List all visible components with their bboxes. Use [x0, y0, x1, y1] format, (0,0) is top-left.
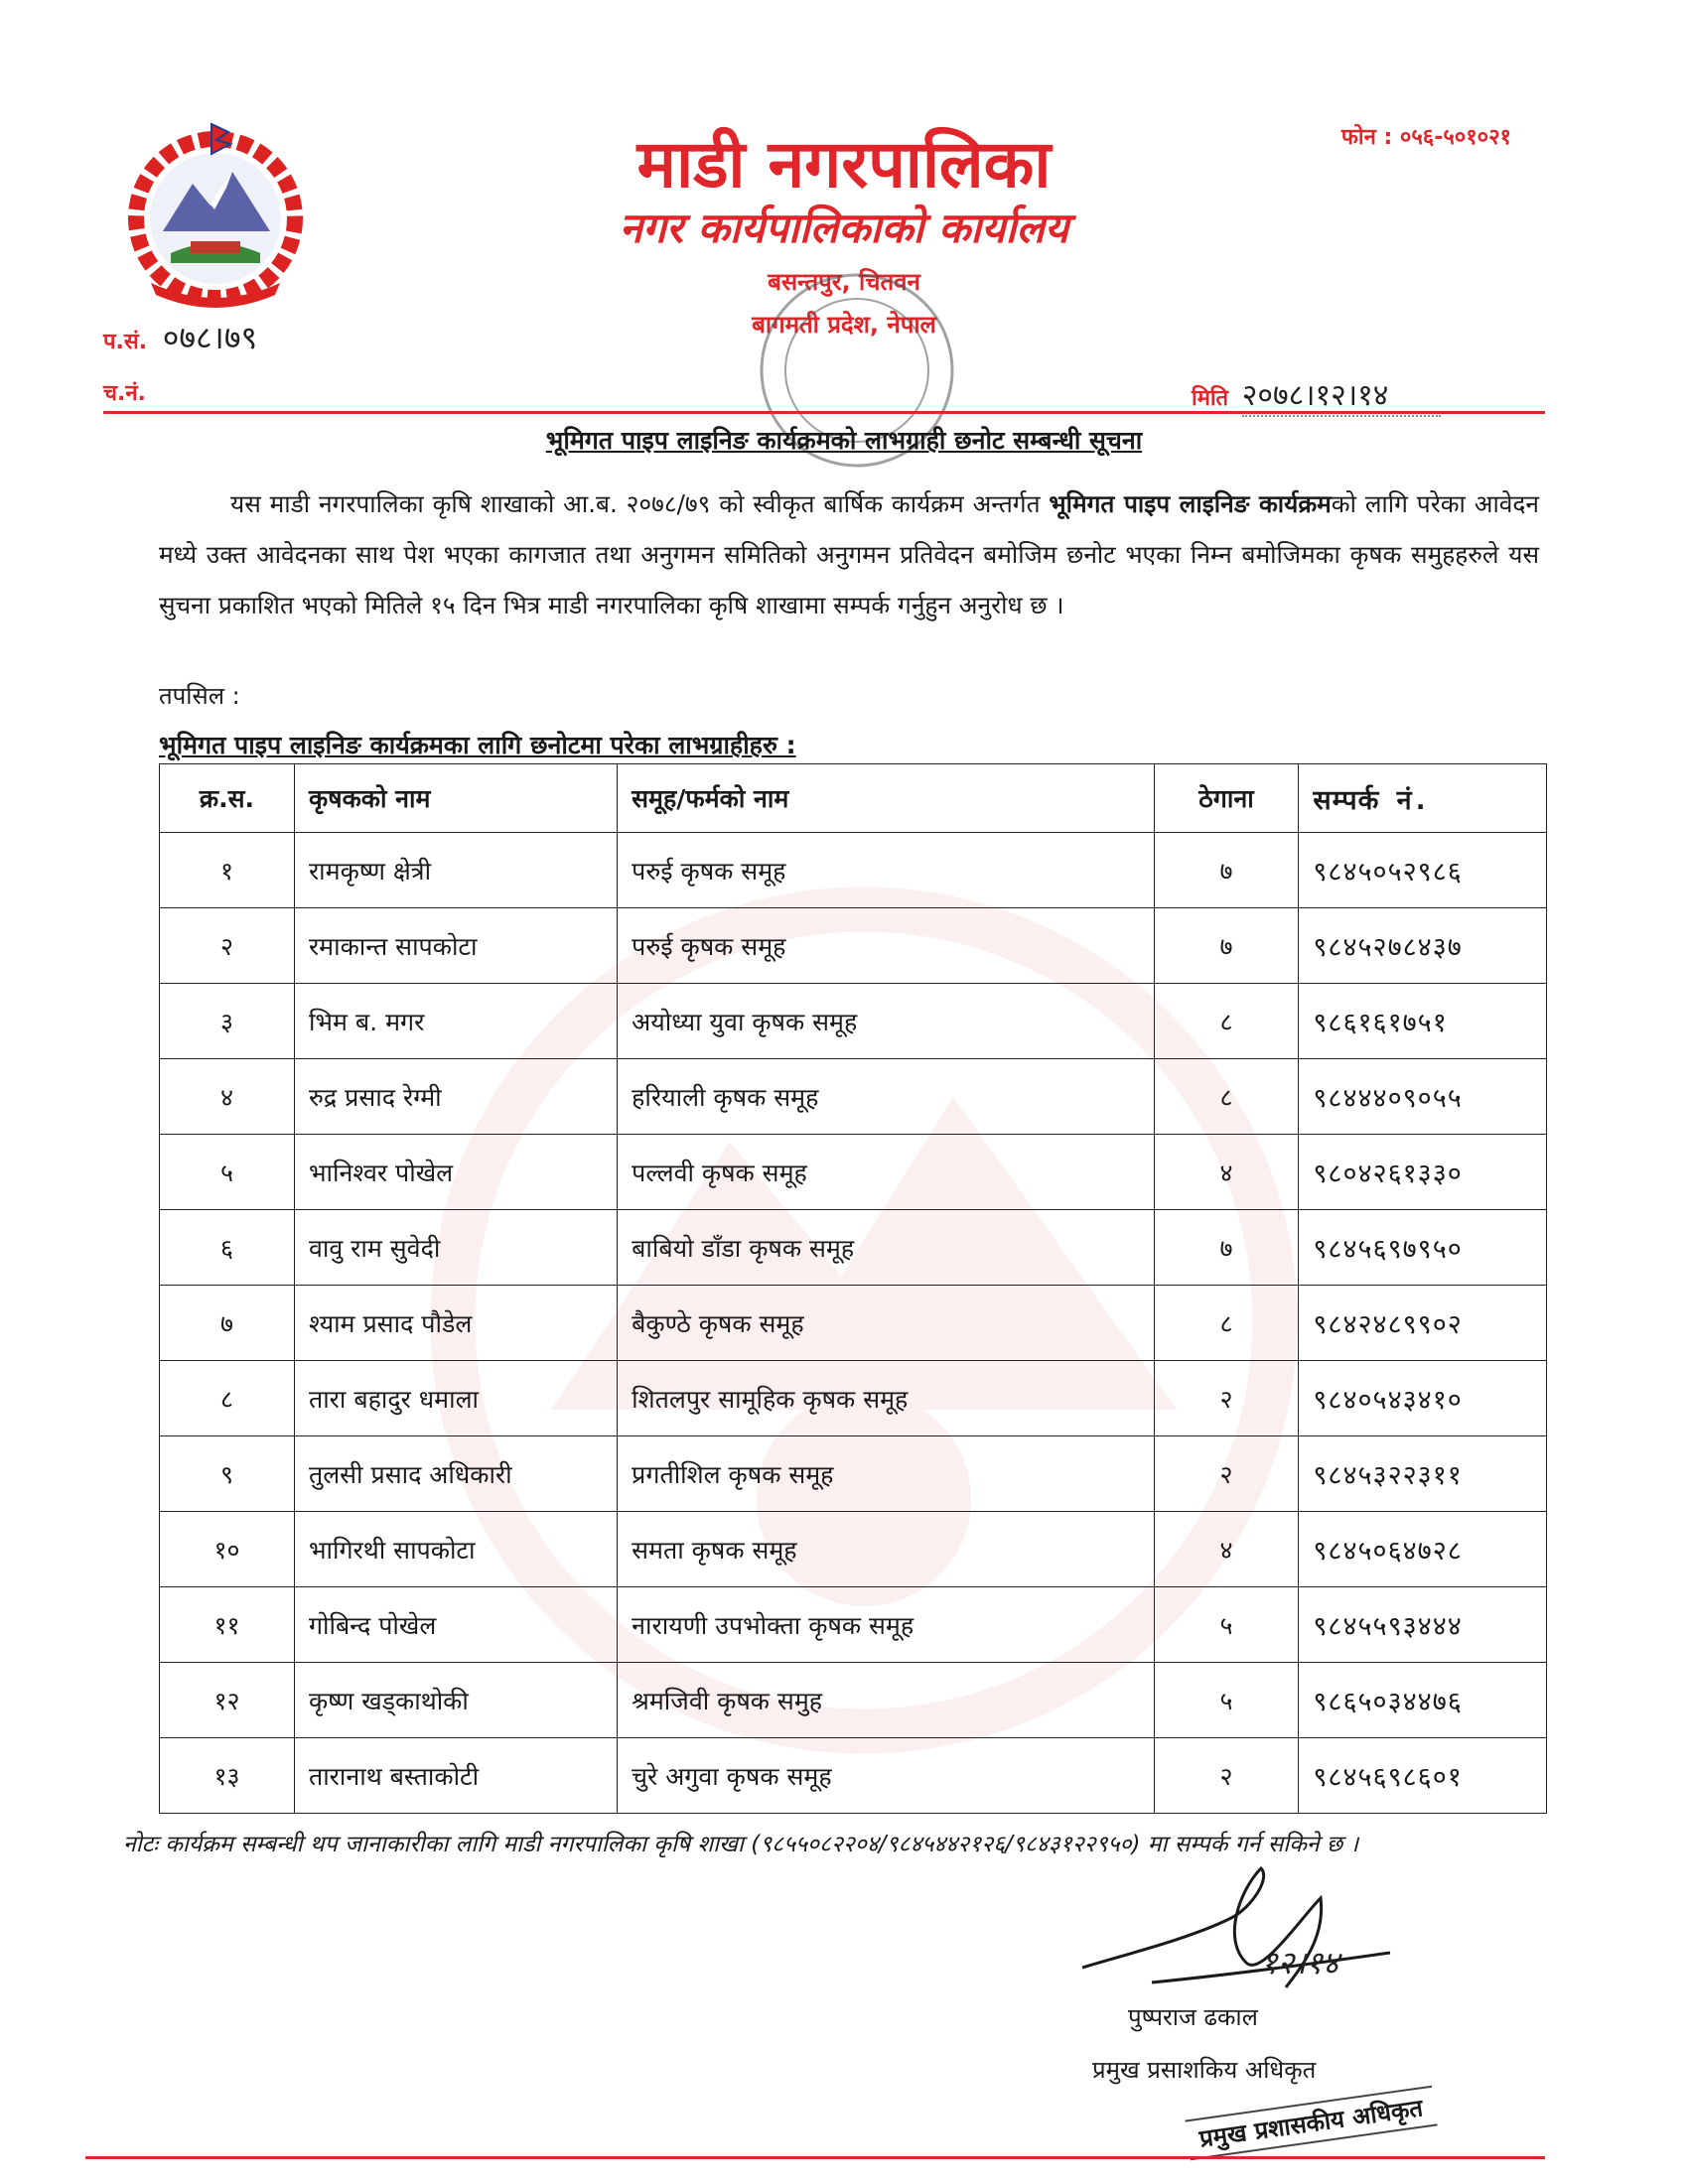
- cell-ward: ५: [1154, 1663, 1299, 1738]
- note-text: नोटः कार्यक्रम सम्बन्धी थप जानाकारीका लागि माडी नगरपालिका कृषि शाखा (९८५५०८२२०४/९८४५४४२१२६/९८४३१२२९५०) मा सम्पर्क गर्न सकिने छ ।: [123, 1832, 1359, 1857]
- cell-serial-number: १०: [160, 1512, 295, 1587]
- cell-contact-number: ९८४५०५२९८६: [1299, 833, 1547, 908]
- cell-farmer-name: रुद्र प्रसाद रेग्मी: [294, 1059, 617, 1135]
- cell-contact-number: ९८४५५९३४४४: [1299, 1587, 1547, 1663]
- table-row: [160, 1436, 1547, 1512]
- header-address: ठेगाना: [1154, 764, 1299, 833]
- cell-ward: ७: [1154, 1210, 1299, 1286]
- cell-farmer-name: रामकृष्ण क्षेत्री: [294, 833, 617, 908]
- cell-ward: ८: [1154, 1286, 1299, 1361]
- office-title: माडी नगरपालिका: [636, 125, 1052, 203]
- cell-farmer-name: वावु राम सुवेदी: [294, 1210, 617, 1286]
- beneficiary-list-heading: भूमिगत पाइप लाइनिङ कार्यक्रमका लागि छनोटमा परेका लाभग्राहीहरु :: [159, 731, 796, 759]
- cell-serial-number: ३: [160, 984, 295, 1059]
- cell-serial-number: ५: [160, 1135, 295, 1210]
- details-label: तपसिल :: [159, 682, 240, 710]
- cell-group-name: श्रमजिवी कृषक समुह: [618, 1663, 1154, 1738]
- cell-ward: ४: [1154, 1135, 1299, 1210]
- designation-stamp: प्रमुख प्रशासकीय अधिकृत: [1185, 2086, 1437, 2161]
- cell-ward: ७: [1154, 833, 1299, 908]
- cell-contact-number: ९८४५३२२३११: [1299, 1436, 1547, 1512]
- cell-contact-number: ९८४५६९८६०१: [1299, 1738, 1547, 1814]
- cell-farmer-name: गोबिन्द पोखेल: [294, 1587, 617, 1663]
- address-line-1: बसन्तपुर, चितवन: [768, 268, 920, 296]
- cell-group-name: नारायणी उपभोक्ता कृषक समूह: [618, 1587, 1154, 1663]
- notice-intro: यस माडी नगरपालिका कृषि शाखाको आ.ब. २०७८/७९ को स्वीकृत बार्षिक कार्यक्रम अन्तर्गत: [230, 489, 1050, 518]
- cell-farmer-name: तारानाथ बस्ताकोटी: [294, 1738, 617, 1814]
- table-row: [160, 908, 1547, 984]
- reference-value: ०७८।७९: [162, 322, 258, 358]
- table-row: [160, 1663, 1547, 1738]
- cell-group-name: परुई कृषक समूह: [618, 833, 1154, 908]
- table-row: [160, 1059, 1547, 1135]
- cell-farmer-name: कृष्ण खड्काथोकी: [294, 1663, 617, 1738]
- cell-serial-number: १२: [160, 1663, 295, 1738]
- cell-group-name: परुई कृषक समूह: [618, 908, 1154, 984]
- cell-contact-number: ९८०४२६१३३०: [1299, 1135, 1547, 1210]
- cell-farmer-name: भानिश्वर पोखेल: [294, 1135, 617, 1210]
- cell-contact-number: ९८६१६१७५१: [1299, 984, 1547, 1059]
- cell-serial-number: २: [160, 908, 295, 984]
- reference-label: प.सं.: [103, 330, 148, 354]
- footer-divider: [85, 2156, 1545, 2159]
- notice-body: [159, 478, 1539, 630]
- reference-number: [103, 316, 257, 358]
- cell-ward: ५: [1154, 1587, 1299, 1663]
- cell-contact-number: ९८६५०३४४७६: [1299, 1663, 1547, 1738]
- cell-serial-number: ९: [160, 1436, 295, 1512]
- cell-group-name: हरियाली कृषक समूह: [618, 1059, 1154, 1135]
- header-group-name: समूह/फर्मको नाम: [618, 764, 1154, 833]
- notice-heading: भूमिगत पाइप लाइनिङ कार्यक्रमको लाभग्राही छनोट सम्बन्धी सूचना: [545, 426, 1143, 455]
- cell-ward: ७: [1154, 908, 1299, 984]
- cell-contact-number: ९८४५२७८४३७: [1299, 908, 1547, 984]
- cell-contact-number: ९८४५६९७९५०: [1299, 1210, 1547, 1286]
- cell-serial-number: ११: [160, 1587, 295, 1663]
- cell-farmer-name: भिम ब. मगर: [294, 984, 617, 1059]
- cell-serial-number: १: [160, 833, 295, 908]
- cell-group-name: बैकुण्ठे कृषक समूह: [618, 1286, 1154, 1361]
- cell-group-name: प्रगतीशिल कृषक समूह: [618, 1436, 1154, 1512]
- cell-group-name: समता कृषक समूह: [618, 1512, 1154, 1587]
- cell-ward: ८: [1154, 984, 1299, 1059]
- table-row: [160, 1210, 1547, 1286]
- header-farmer-name: कृषकको नाम: [294, 764, 617, 833]
- notice-rest: को लागि परेका आवेदन मध्ये उक्त आवेदनका साथ पेश भएका कागजात तथा अनुगमन समितिको अनुगमन प्रतिवेदन बमोजिम छनोट भएका निम्न बमोजिमका कृषक समुहहरुले यस सुचना प्रकाशित भएको मितिले १५ दिन भित्र माडी नगरपालिका कृषि शाखामा सम्पर्क गर्नुहुन अनुरोध छ ।: [159, 489, 1539, 619]
- table-row: [160, 1286, 1547, 1361]
- dispatch-number-label: च.नं.: [103, 381, 146, 406]
- cell-group-name: बाबियो डाँडा कृषक समूह: [618, 1210, 1154, 1286]
- cell-farmer-name: तारा बहादुर धमाला: [294, 1361, 617, 1436]
- phone-number: फोन : ०५६-५०१०२१: [1340, 125, 1511, 150]
- handwritten-signature: [1072, 1858, 1410, 2007]
- cell-ward: २: [1154, 1436, 1299, 1512]
- table-row: [160, 833, 1547, 908]
- table-row: [160, 1738, 1547, 1814]
- cell-serial-number: ४: [160, 1059, 295, 1135]
- cell-contact-number: ९८४४४०९०५५: [1299, 1059, 1547, 1135]
- cell-ward: २: [1154, 1361, 1299, 1436]
- cell-contact-number: ९८४२४८९९०२: [1299, 1286, 1547, 1361]
- header-serial-number: क्र.स.: [160, 764, 295, 833]
- date-label: मिति: [1192, 386, 1229, 411]
- cell-group-name: चुरे अगुवा कृषक समूह: [618, 1738, 1154, 1814]
- cell-group-name: पल्लवी कृषक समूह: [618, 1135, 1154, 1210]
- cell-contact-number: ९८४०५४३४१०: [1299, 1361, 1547, 1436]
- cell-farmer-name: तुलसी प्रसाद अधिकारी: [294, 1436, 617, 1512]
- beneficiaries-table: [159, 763, 1547, 1814]
- cell-contact-number: ९८४५०६४७२८: [1299, 1512, 1547, 1587]
- cell-serial-number: १३: [160, 1738, 295, 1814]
- cell-group-name: अयोध्या युवा कृषक समूह: [618, 984, 1154, 1059]
- address-line-2: बागमती प्रदेश, नेपाल: [752, 311, 936, 339]
- table-row: [160, 1587, 1547, 1663]
- cell-ward: ८: [1154, 1059, 1299, 1135]
- office-subtitle: नगर कार्यपालिकाको कार्यालय: [619, 204, 1069, 252]
- cell-serial-number: ७: [160, 1286, 295, 1361]
- signatory-name: पुष्पराज ढकाल: [1128, 2003, 1258, 2031]
- table-header-row: [160, 764, 1547, 833]
- cell-group-name: शितलपुर सामूहिक कृषक समूह: [618, 1361, 1154, 1436]
- cell-ward: ४: [1154, 1512, 1299, 1587]
- signatory-title: प्रमुख प्रसाशकिय अधिकृत: [1092, 2056, 1317, 2084]
- header-divider: [103, 411, 1545, 414]
- table-body: [160, 833, 1547, 1814]
- cell-serial-number: ८: [160, 1361, 295, 1436]
- table-row: [160, 1512, 1547, 1587]
- cell-serial-number: ६: [160, 1210, 295, 1286]
- table-row: [160, 1135, 1547, 1210]
- table-row: [160, 984, 1547, 1059]
- cell-farmer-name: भागिरथी सापकोटा: [294, 1512, 617, 1587]
- program-name: भूमिगत पाइप लाइनिङ कार्यक्रम: [1049, 489, 1332, 518]
- cell-farmer-name: श्याम प्रसाद पौडेल: [294, 1286, 617, 1361]
- cell-ward: २: [1154, 1738, 1299, 1814]
- header-contact-number: सम्पर्क नं.: [1299, 764, 1547, 833]
- cell-farmer-name: रमाकान्त सापकोटा: [294, 908, 617, 984]
- date-value: २०७८।१२।१४: [1242, 373, 1441, 417]
- signature-date: १२।१४: [1261, 1947, 1339, 1983]
- table-row: [160, 1361, 1547, 1436]
